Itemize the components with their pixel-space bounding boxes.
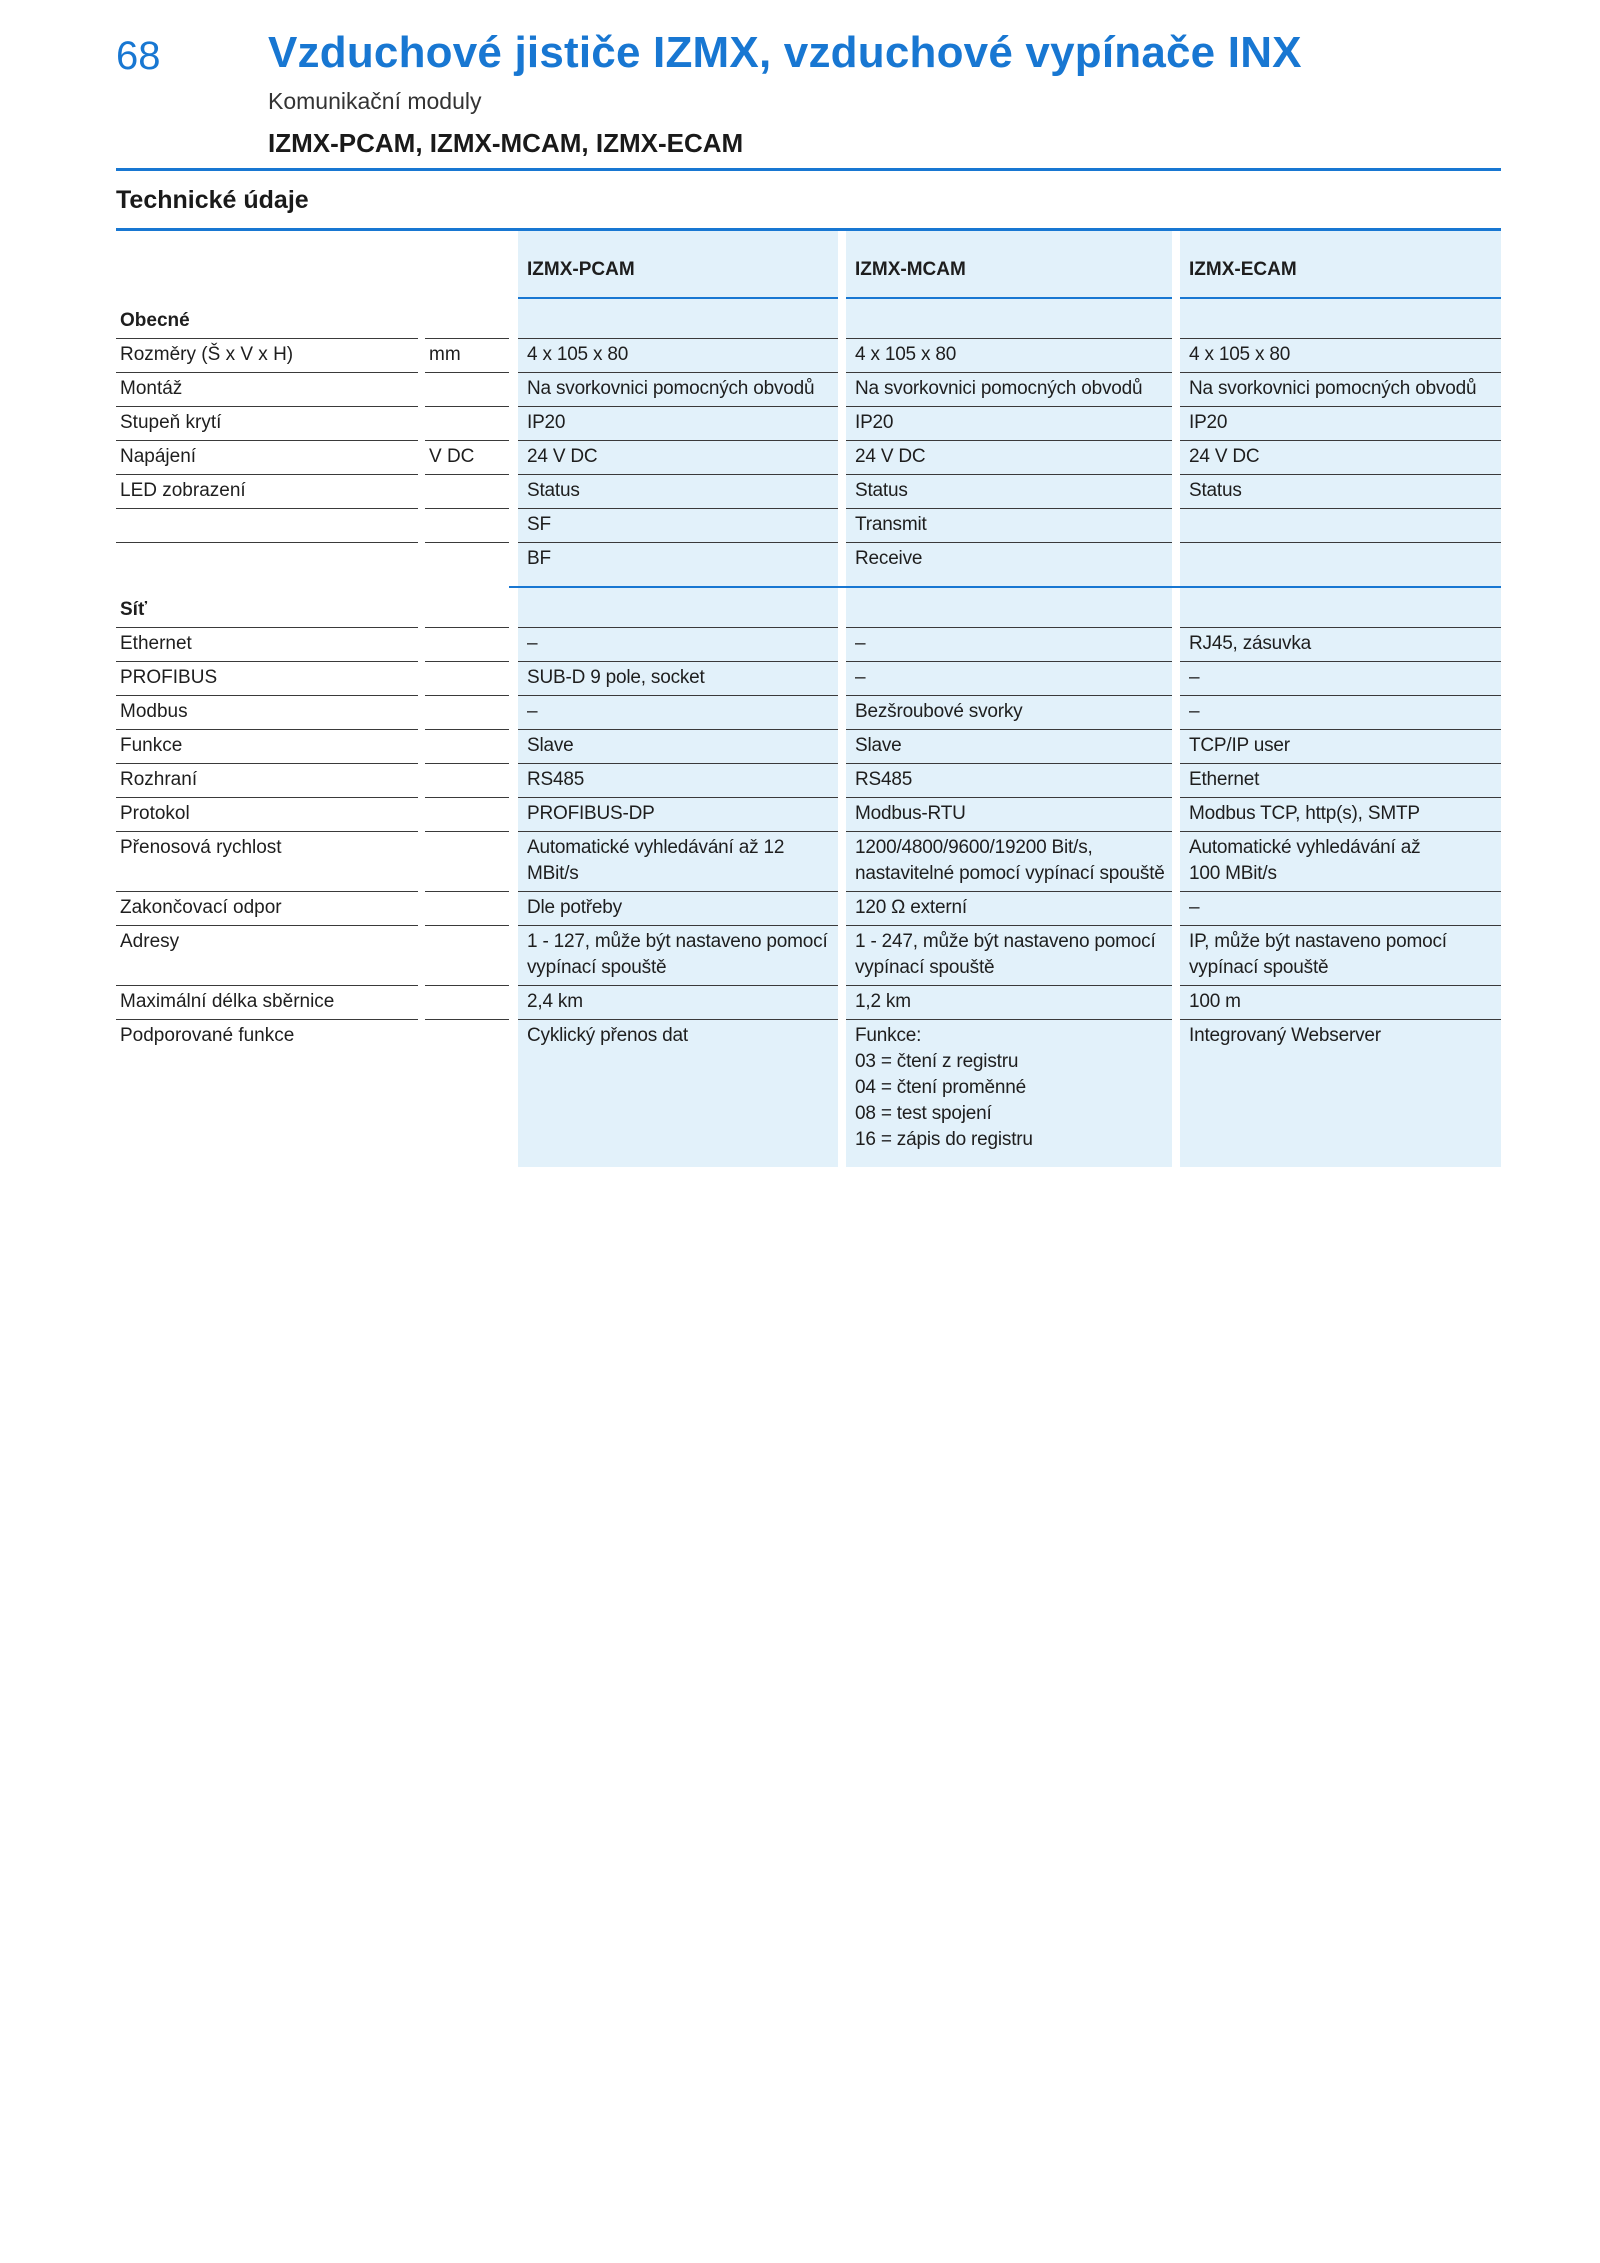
column-gap: [418, 1020, 425, 1157]
value-cell: Automatické vyhledávání až 100 MBit/s: [1180, 832, 1501, 892]
value-cell: –: [1180, 892, 1501, 926]
column-gap: [418, 509, 425, 543]
column-gap: [509, 696, 518, 730]
header-unit-cell: [425, 231, 509, 299]
value-cell: Transmit: [846, 509, 1172, 543]
column-gap: [418, 231, 425, 299]
row-unit: [425, 509, 509, 543]
value-cell: [1180, 509, 1501, 543]
column-gap: [509, 299, 518, 339]
column-gap: [1172, 662, 1180, 696]
row-unit: [425, 543, 509, 576]
column-gap: [838, 832, 846, 892]
column-gap: [838, 892, 846, 926]
column-gap: [418, 543, 425, 576]
column-gap: [1172, 441, 1180, 475]
header-label-cell: [116, 231, 418, 299]
value-cell: IP, může být nastaveno pomocí vypínací spouště: [1180, 926, 1501, 986]
column-gap: [1172, 892, 1180, 926]
spacer-cell: [425, 1157, 509, 1167]
table-row: [116, 543, 1501, 576]
row-label: PROFIBUS: [116, 662, 418, 696]
value-cell: 2,4 km: [518, 986, 838, 1020]
value-cell: Status: [846, 475, 1172, 509]
table-row: [116, 696, 1501, 730]
column-gap: [509, 231, 518, 299]
header-rule: [116, 168, 1501, 171]
value-cell: 24 V DC: [846, 441, 1172, 475]
column-gap: [1172, 475, 1180, 509]
spacer-cell: [116, 1157, 418, 1167]
column-gap: [418, 986, 425, 1020]
row-label: Funkce: [116, 730, 418, 764]
table-row: [116, 1020, 1501, 1157]
row-unit: [425, 628, 509, 662]
column-gap: [838, 696, 846, 730]
column-header-izmx-ecam: IZMX-ECAM: [1180, 231, 1501, 299]
row-label: [116, 509, 418, 543]
column-gap: [838, 764, 846, 798]
value-cell: Funkce: 03 = čtení z registru 04 = čtení proměnné 08 = test spojení 16 = zápis do registru: [846, 1020, 1172, 1157]
row-label: Rozměry (Š x V x H): [116, 339, 418, 373]
column-gap: [1172, 509, 1180, 543]
column-gap: [1172, 576, 1180, 586]
column-gap: [509, 1020, 518, 1157]
column-gap: [509, 1157, 518, 1167]
column-gap: [418, 832, 425, 892]
value-cell: 24 V DC: [1180, 441, 1501, 475]
group-heading: Obecné: [116, 299, 418, 339]
group-value-cell: [518, 299, 838, 339]
column-gap: [838, 588, 846, 628]
column-gap: [1172, 730, 1180, 764]
group-value-cell: [518, 588, 838, 628]
column-gap: [418, 926, 425, 986]
spacer-cell: [518, 576, 838, 586]
column-gap: [509, 764, 518, 798]
value-cell: –: [1180, 662, 1501, 696]
row-label: Adresy: [116, 926, 418, 986]
table-row: [116, 926, 1501, 986]
table-row: [116, 373, 1501, 407]
group-value-cell: [1180, 299, 1501, 339]
value-cell: –: [518, 696, 838, 730]
row-unit: [425, 373, 509, 407]
column-gap: [418, 373, 425, 407]
row-label: Napájení: [116, 441, 418, 475]
value-cell: Slave: [518, 730, 838, 764]
value-cell: Dle potřeby: [518, 892, 838, 926]
table-row: [116, 892, 1501, 926]
spacer-cell: [846, 1157, 1172, 1167]
column-gap: [418, 892, 425, 926]
tech-data-table: [116, 231, 1501, 1167]
spacer-cell: [1180, 576, 1501, 586]
column-gap: [1172, 696, 1180, 730]
column-gap: [509, 662, 518, 696]
column-gap: [838, 475, 846, 509]
row-label: [116, 543, 418, 576]
column-gap: [838, 441, 846, 475]
row-label: Přenosová rychlost: [116, 832, 418, 892]
column-gap: [1172, 764, 1180, 798]
group-unit-cell: [425, 299, 509, 339]
row-label: Podporované funkce: [120, 1025, 295, 1046]
column-gap: [838, 407, 846, 441]
spacer-cell: [116, 576, 418, 586]
column-gap: [509, 339, 518, 373]
value-cell: SF: [518, 509, 838, 543]
group-spacer-row: [116, 576, 1501, 586]
value-cell: Receive: [846, 543, 1172, 576]
value-cell: 1 - 247, může být nastaveno pomocí vypínací spouště: [846, 926, 1172, 986]
value-cell: Na svorkovnici pomocných obvodů: [1180, 373, 1501, 407]
table-row: [116, 407, 1501, 441]
value-cell: Cyklický přenos dat: [518, 1020, 838, 1157]
row-unit: mm: [425, 339, 509, 373]
column-gap: [418, 628, 425, 662]
value-cell: –: [1180, 696, 1501, 730]
column-gap: [509, 576, 518, 586]
column-gap: [1172, 407, 1180, 441]
column-gap: [418, 576, 425, 586]
column-gap: [418, 339, 425, 373]
column-gap: [418, 798, 425, 832]
table-row: [116, 986, 1501, 1020]
column-gap: [838, 986, 846, 1020]
column-gap: [838, 373, 846, 407]
column-gap: [509, 509, 518, 543]
column-gap: [1172, 543, 1180, 576]
table-row: [116, 798, 1501, 832]
row-unit: [425, 798, 509, 832]
column-header-izmx-mcam: IZMX-MCAM: [846, 231, 1172, 299]
value-cell: 4 x 105 x 80: [518, 339, 838, 373]
spacer-cell: [1180, 1157, 1501, 1167]
table-header-row: [116, 231, 1501, 299]
column-gap: [509, 798, 518, 832]
value-cell: Na svorkovnici pomocných obvodů: [846, 373, 1172, 407]
value-cell: 100 m: [1180, 986, 1501, 1020]
value-cell: 1 - 127, může být nastaveno pomocí vypínací spouště: [518, 926, 838, 986]
group-heading-row: [116, 588, 1501, 628]
row-label: Zakončovací odpor: [116, 892, 418, 926]
column-gap: [1172, 832, 1180, 892]
value-cell: –: [846, 662, 1172, 696]
column-gap: [838, 543, 846, 576]
column-gap: [509, 441, 518, 475]
value-cell: 1200/4800/9600/19200 Bit/s, nastavitelné pomocí vypínací spouště: [846, 832, 1172, 892]
table-row: [116, 339, 1501, 373]
column-gap: [418, 1157, 425, 1167]
column-gap: [1172, 798, 1180, 832]
column-gap: [418, 441, 425, 475]
column-gap: [838, 1157, 846, 1167]
column-gap: [1172, 986, 1180, 1020]
row-label: LED zobrazení: [116, 475, 418, 509]
column-gap: [509, 986, 518, 1020]
column-gap: [1172, 299, 1180, 339]
table-row: [116, 764, 1501, 798]
value-cell: IP20: [846, 407, 1172, 441]
value-cell: Modbus-RTU: [846, 798, 1172, 832]
row-unit: [425, 662, 509, 696]
value-cell: RS485: [518, 764, 838, 798]
table-row: [116, 730, 1501, 764]
column-gap: [1172, 373, 1180, 407]
group-value-cell: [846, 299, 1172, 339]
row-unit: [425, 407, 509, 441]
column-gap: [838, 231, 846, 299]
row-unit: [425, 730, 509, 764]
table-bottom-padding: [116, 1157, 1501, 1167]
column-gap: [509, 407, 518, 441]
value-cell: 120 Ω externí: [846, 892, 1172, 926]
group-heading: Síť: [116, 588, 418, 628]
value-cell: SUB-D 9 pole, socket: [518, 662, 838, 696]
spacer-cell: [518, 1157, 838, 1167]
value-cell: Modbus TCP, http(s), SMTP: [1180, 798, 1501, 832]
table-row: [116, 441, 1501, 475]
page-number: 68: [116, 34, 161, 78]
column-gap: [838, 299, 846, 339]
column-gap: [838, 662, 846, 696]
value-cell: [1180, 543, 1501, 576]
column-gap: [838, 339, 846, 373]
value-cell: Status: [518, 475, 838, 509]
page-title: Vzduchové jističe IZMX, vzduchové vypínače INX: [268, 28, 1302, 77]
column-gap: [418, 764, 425, 798]
row-label: Modbus: [116, 696, 418, 730]
value-cell: –: [518, 628, 838, 662]
group-heading-row: [116, 299, 1501, 339]
column-gap: [838, 1020, 846, 1157]
column-gap: [1172, 231, 1180, 299]
row-label: Stupeň krytí: [116, 407, 418, 441]
table-row: [116, 832, 1501, 892]
value-cell: 4 x 105 x 80: [846, 339, 1172, 373]
row-unit: [425, 926, 509, 986]
column-gap: [509, 475, 518, 509]
page-subtitle: Komunikační moduly: [268, 88, 482, 114]
row-label: Rozhraní: [116, 764, 418, 798]
column-gap: [509, 628, 518, 662]
column-gap: [509, 588, 518, 628]
column-gap: [418, 730, 425, 764]
column-gap: [509, 373, 518, 407]
column-gap: [838, 730, 846, 764]
column-gap: [418, 696, 425, 730]
row-unit: [425, 764, 509, 798]
value-cell: TCP/IP user: [1180, 730, 1501, 764]
column-gap: [509, 926, 518, 986]
section-title: Technické údaje: [116, 186, 309, 214]
value-cell: Ethernet: [1180, 764, 1501, 798]
value-cell: 24 V DC: [518, 441, 838, 475]
column-gap: [838, 926, 846, 986]
row-unit: [425, 475, 509, 509]
column-gap: [838, 798, 846, 832]
value-cell: IP20: [1180, 407, 1501, 441]
column-gap: [509, 892, 518, 926]
table-row: [116, 662, 1501, 696]
value-cell: RS485: [846, 764, 1172, 798]
column-gap: [418, 662, 425, 696]
row-unit: V DC: [425, 441, 509, 475]
column-gap: [418, 407, 425, 441]
row-label: Ethernet: [116, 628, 418, 662]
value-cell: IP20: [518, 407, 838, 441]
value-cell: 4 x 105 x 80: [1180, 339, 1501, 373]
column-gap: [1172, 1020, 1180, 1157]
value-cell: Status: [1180, 475, 1501, 509]
value-cell: Automatické vyhledávání až 12 MBit/s: [518, 832, 838, 892]
row-unit: [425, 832, 509, 892]
column-gap: [1172, 588, 1180, 628]
column-gap: [418, 475, 425, 509]
value-cell: Bezšroubové svorky: [846, 696, 1172, 730]
column-gap: [509, 730, 518, 764]
value-cell: 1,2 km: [846, 986, 1172, 1020]
row-unit: [425, 1020, 509, 1157]
spacer-cell: [846, 576, 1172, 586]
column-gap: [838, 576, 846, 586]
column-gap: [838, 509, 846, 543]
column-gap: [838, 628, 846, 662]
column-gap: [1172, 926, 1180, 986]
row-unit: [425, 696, 509, 730]
value-cell: PROFIBUS-DP: [518, 798, 838, 832]
column-gap: [509, 543, 518, 576]
table-row: [116, 475, 1501, 509]
row-unit: [425, 892, 509, 926]
group-unit-cell: [425, 588, 509, 628]
column-header-izmx-pcam: IZMX-PCAM: [518, 231, 838, 299]
value-cell: Slave: [846, 730, 1172, 764]
value-cell: BF: [518, 543, 838, 576]
table-row: [116, 628, 1501, 662]
row-label: Protokol: [116, 798, 418, 832]
column-gap: [1172, 339, 1180, 373]
column-gap: [509, 832, 518, 892]
table-row: [116, 509, 1501, 543]
value-cell: Na svorkovnici pomocných obvodů: [518, 373, 838, 407]
value-cell: –: [846, 628, 1172, 662]
column-gap: [418, 299, 425, 339]
row-unit: [425, 986, 509, 1020]
value-cell: RJ45, zásuvka: [1180, 628, 1501, 662]
row-label: Maximální délka sběrnice: [116, 986, 418, 1020]
group-value-cell: [1180, 588, 1501, 628]
group-value-cell: [846, 588, 1172, 628]
product-line: IZMX-PCAM, IZMX-MCAM, IZMX-ECAM: [268, 128, 744, 158]
column-gap: [418, 588, 425, 628]
spacer-cell: [425, 576, 509, 586]
value-cell: Integrovaný Webserver: [1180, 1020, 1501, 1157]
column-gap: [1172, 1157, 1180, 1167]
row-label: Montáž: [116, 373, 418, 407]
column-gap: [1172, 628, 1180, 662]
